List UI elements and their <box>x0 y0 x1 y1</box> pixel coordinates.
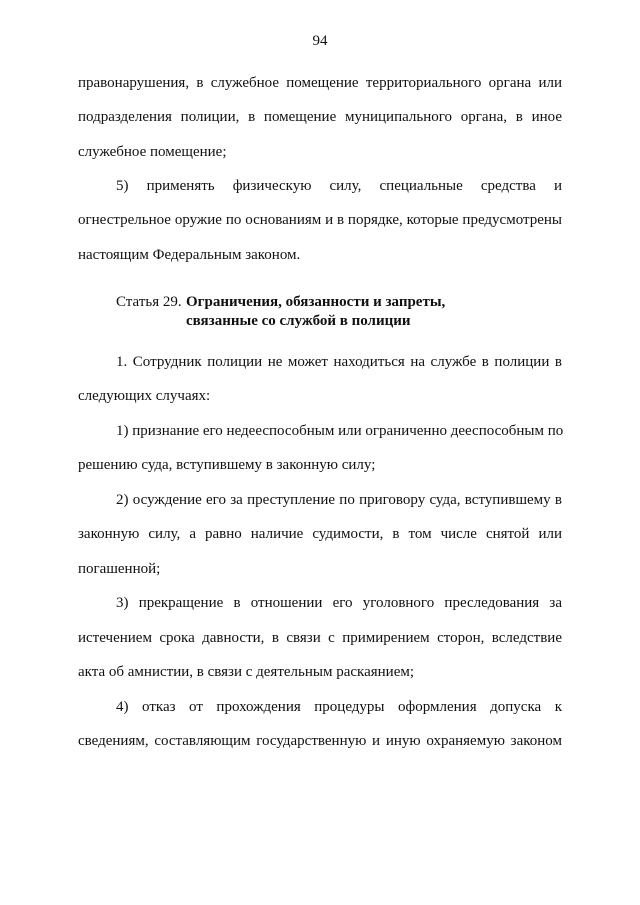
text-line: подразделения полиции, в помещение муниципального органа, в иное <box>78 109 562 125</box>
text-line: 1. Сотрудник полиции не может находиться на службе в полиции в <box>116 354 562 370</box>
text-line: настоящим Федеральным законом. <box>78 247 301 263</box>
text-line: акта об амнистии, в связи с деятельным раскаянием; <box>78 664 415 680</box>
article-number: Статья 29. <box>116 294 182 310</box>
text-line: следующих случаях: <box>78 388 211 404</box>
page-number: 94 <box>312 33 328 49</box>
text-line: 2) осуждение его за преступление по приговору суда, вступившему в <box>116 492 562 508</box>
text-line: 5) применять физическую силу, специальные средства и <box>116 178 562 194</box>
text-line: законную силу, а равно наличие судимости, в том числе снятой или <box>78 526 562 542</box>
text-line: служебное помещение; <box>78 144 227 160</box>
text-line: истечением срока давности, в связи с примирением сторон, вследствие <box>78 630 562 646</box>
text-line: огнестрельное оружие по основаниям и в порядке, которые предусмотрены <box>78 212 562 228</box>
text-line: сведениям, составляющим государственную и иную охраняемую законом <box>78 733 562 749</box>
text-line: погашенной; <box>78 561 161 577</box>
text-line: решению суда, вступившему в законную силу; <box>78 457 376 473</box>
text-line: 4) отказ от прохождения процедуры оформления допуска к <box>116 699 562 715</box>
text-line: 1) признание его недееспособным или ограниченно дееспособным по <box>116 423 564 439</box>
text-line: правонарушения, в служебное помещение территориального органа или <box>78 75 562 91</box>
article-title-line-1: Ограничения, обязанности и запреты, <box>186 294 446 310</box>
text-line: 3) прекращение в отношении его уголовного преследования за <box>116 595 562 611</box>
article-title-line-2: связанные со службой в полиции <box>186 313 411 329</box>
